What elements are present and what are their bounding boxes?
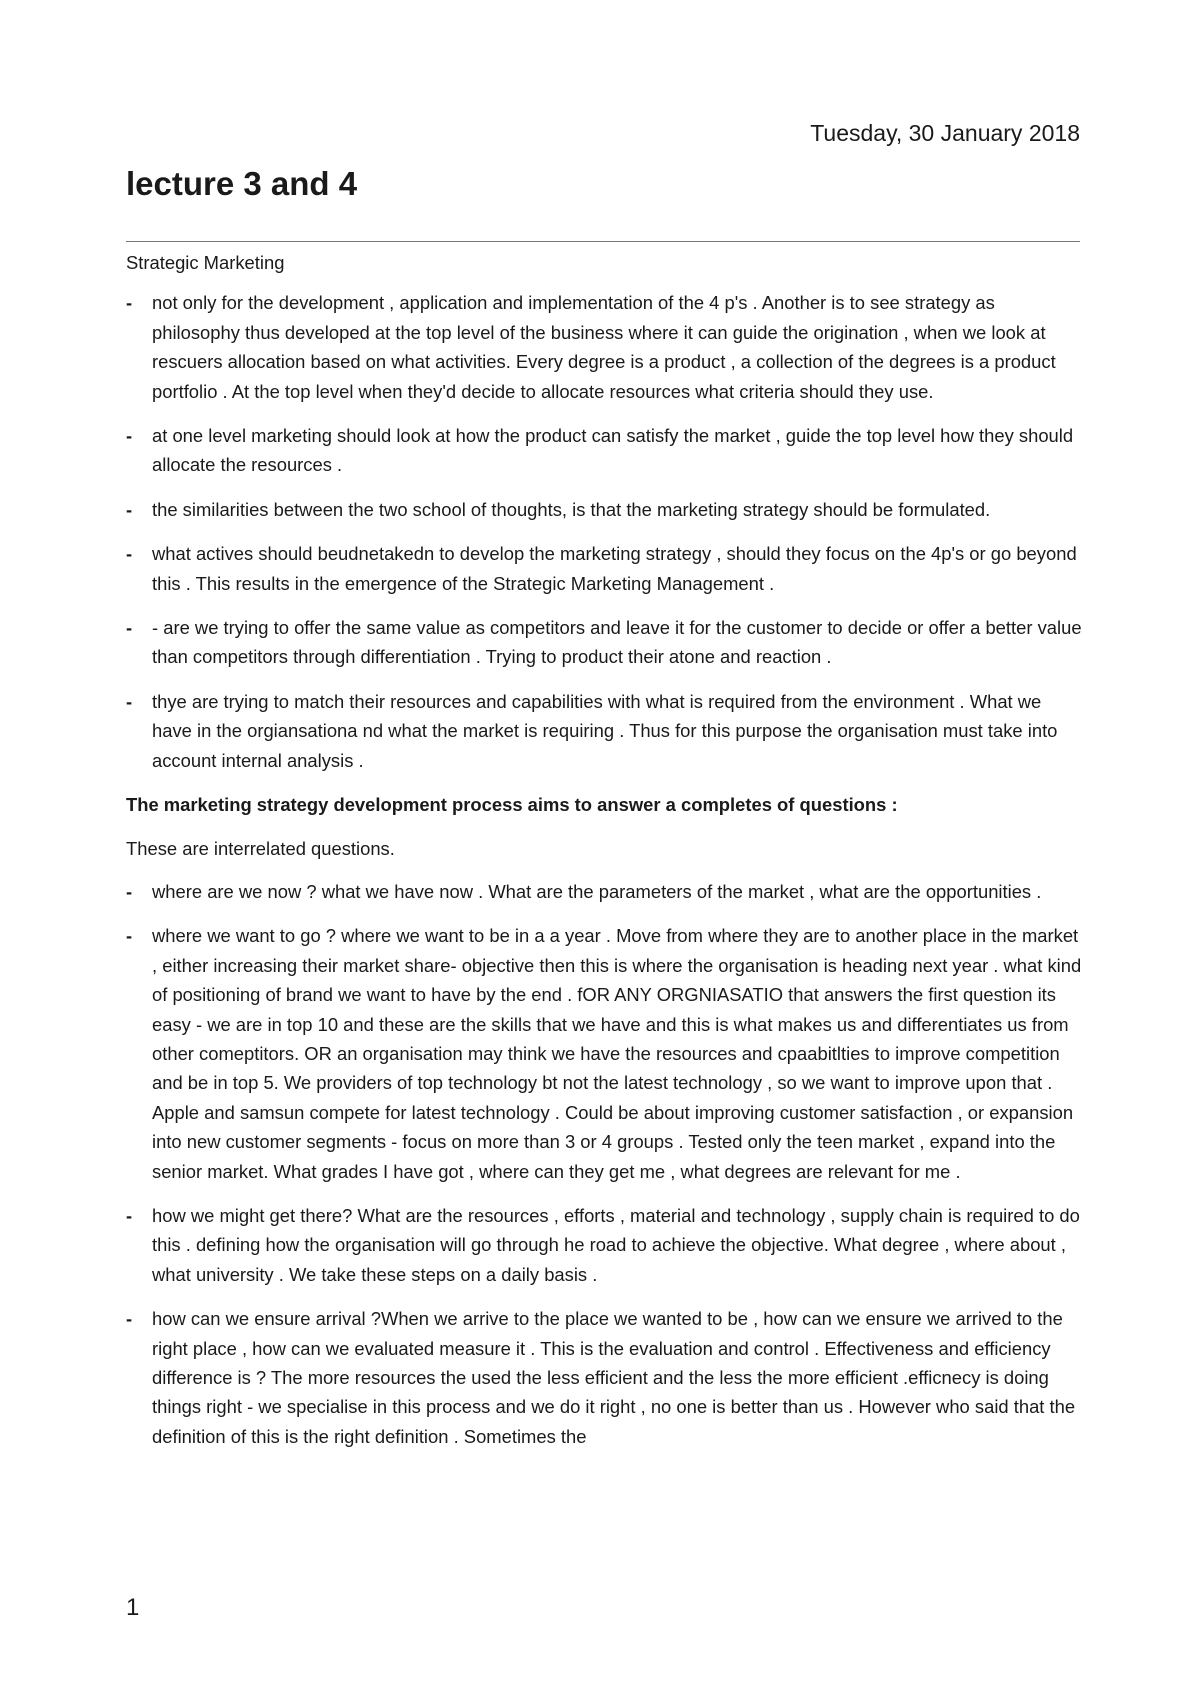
list-item-text: how can we ensure arrival ?When we arrive to the place we wanted to be , how can we ensure we arrived to the right place , how can we evaluated measure it . This is the evaluation and control . Effectiveness and efficiency difference is ? The more resources the used the less efficient and the less the more efficient .efficnecy is doing things right - we specialise in this process and we do it right , no one is better than us . However who said that the definition of this is the right definition . Sometimes the bbox=[152, 1308, 1076, 1447]
bullet-mark: - bbox=[126, 498, 133, 520]
list-item-text: thye are trying to match their resources and capabilities with what is required from the environment . What we have in the orgiansationa nd what the market is requiring . Thus for this purpose the organisation must take into account internal analysis . bbox=[152, 690, 1058, 771]
title-divider bbox=[126, 241, 1080, 242]
list-item-text: where we want to go ? where we want to be in a a year . Move from where they are to another place in the market , either increasing their market share- objective then this is where the organisation is heading next year . what kind of positioning of brand we want to have by the end . fOR ANY ORGNIASATIO that answers the first question its easy - we are in top 10 and these are the skills that we have and this is what makes us and differentiates us from other comeptitors. OR an organisation may think we have the resources and cpaabitlties to improve competition and be in top 5. We providers of top technology bt not the latest technology , so we want to improve upon that . Apple and samsun compete for latest technology . Could be about improving customer satisfaction , or expansion into new customer segments - focus on more than 3 or 4 groups . Tested only the teen market , expand into the senior market. What grades I have got , where can they get me , what degrees are relevant for me . bbox=[152, 925, 1082, 1182]
section-label: Strategic Marketing bbox=[126, 252, 285, 273]
list-item bbox=[126, 1201, 1086, 1289]
list-item-text: at one level marketing should look at how the product can satisfy the market , guide the top level how they should allocate the resources . bbox=[152, 425, 1074, 476]
intro-paragraph: These are interrelated questions. bbox=[126, 837, 395, 859]
list-item bbox=[126, 421, 1086, 480]
list-item bbox=[126, 687, 1086, 775]
list-item bbox=[126, 288, 1086, 406]
bullet-mark: - bbox=[126, 690, 133, 712]
bullet-list-strategic-marketing bbox=[126, 288, 1086, 775]
bullet-mark: - bbox=[126, 425, 133, 447]
list-item bbox=[126, 921, 1086, 1186]
document-date: Tuesday, 30 January 2018 bbox=[810, 120, 1080, 146]
list-item-text: where are we now ? what we have now . What are the parameters of the market , what are the opportunities . bbox=[152, 880, 1042, 902]
document-body bbox=[126, 248, 1086, 1466]
bullet-mark: - bbox=[126, 1204, 133, 1226]
bullet-list-questions bbox=[126, 877, 1086, 1451]
bullet-mark: - bbox=[126, 880, 133, 902]
list-item bbox=[126, 613, 1086, 672]
list-item bbox=[126, 877, 1086, 906]
page-number: 1 bbox=[126, 1594, 140, 1621]
bullet-mark: - bbox=[126, 925, 133, 947]
bullet-mark: - bbox=[126, 617, 133, 639]
list-item bbox=[126, 1304, 1086, 1451]
bullet-mark: - bbox=[126, 1308, 133, 1330]
list-item-text: not only for the development , application and implementation of the 4 p's . Another is to see strategy as philosophy thus developed at the top level of the business where it can guide the origination , when we look at rescuers allocation based on what activities. Every degree is a product , a collection of the degrees is a product portfolio . At the top level when they'd decide to allocate resources what criteria should they use. bbox=[152, 292, 1056, 402]
list-item-text: what actives should beudnetakedn to develop the marketing strategy , should they focus on the 4p's or go beyond this . This results in the emergence of the Strategic Marketing Management . bbox=[152, 543, 1077, 594]
list-item bbox=[126, 495, 1086, 524]
list-item bbox=[126, 539, 1086, 598]
list-item-text: - are we trying to offer the same value as competitors and leave it for the customer to decide or offer a better value than competitors through differentiation . Trying to product their atone and reaction . bbox=[152, 617, 1082, 668]
list-item-text: how we might get there? What are the resources , efforts , material and technology , supply chain is required to do this . defining how the organisation will go through he road to achieve the objective. What degree , where about , what university . We take these steps on a daily basis . bbox=[152, 1204, 1080, 1285]
list-item-text: the similarities between the two school of thoughts, is that the marketing strategy should be formulated. bbox=[152, 498, 991, 520]
section-heading: The marketing strategy development process aims to answer a completes of questions : bbox=[126, 794, 898, 816]
bullet-mark: - bbox=[126, 292, 133, 314]
page-title: lecture 3 and 4 bbox=[126, 165, 358, 202]
bullet-mark: - bbox=[126, 543, 133, 565]
